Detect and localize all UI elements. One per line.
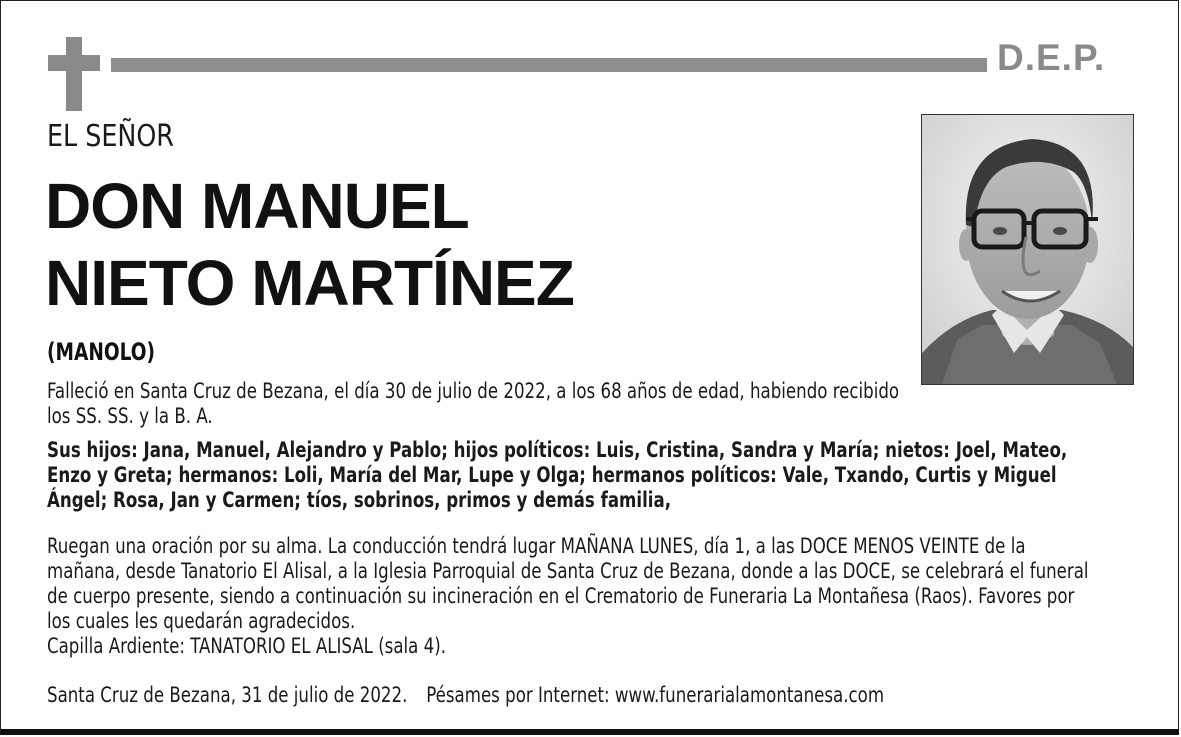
family-list: Sus hijos: Jana, Manuel, Alejandro y Pablo; hijos políticos: Luis, Cristina, Sandra y María; nietos: Joel, Mateo, Enzo y Greta; hermanos: Loli, María del Mar, Lupe y Olga; hermanos políticos: Vale, Txando, Curtis y Miguel Ángel; Rosa, Jan y Carmen; tíos, sobrinos, primos y demás familia,: [47, 438, 1068, 513]
dep-label: D.E.P.: [997, 37, 1106, 78]
salutation: EL SEÑOR: [47, 119, 174, 154]
condolences-link[interactable]: Pésames por Internet: www.funerarialamontanesa.com: [426, 683, 885, 708]
header-rule: [111, 58, 987, 72]
service-details: [47, 534, 1096, 659]
portrait-photo: [921, 114, 1134, 385]
death-notice: Falleció en Santa Cruz de Bezana, el día 30 de julio de 2022, a los 68 años de edad, habiendo recibido los SS. SS. y la B. A.: [47, 379, 900, 429]
footer: [47, 683, 1088, 708]
place-date: Santa Cruz de Bezana, 31 de julio de 2022.: [47, 683, 408, 708]
deceased-name-line1: DON MANUEL: [45, 170, 469, 242]
deceased-nickname: (MANOLO): [47, 338, 156, 366]
deceased-name-line2: NIETO MARTÍNEZ: [45, 247, 574, 319]
chapel-text: Capilla Ardiente: TANATORIO EL ALISAL (sala 4).: [47, 634, 446, 659]
service-text: Ruegan una oración por su alma. La conducción tendrá lugar MAÑANA LUNES, día 1, a las DOCE MENOS VEINTE de la mañana, desde Tanatorio El Alisal, a la Iglesia Parroquial de Santa Cruz de Bezana, donde a las DOCE, se celebrará el funeral de cuerpo presente, siendo a continuación su incineración en el Crematorio de Funeraria La Montañesa (Raos). Favores por los cuales les quedarán agradecidos.: [47, 534, 1089, 634]
cross-icon: [48, 37, 100, 111]
